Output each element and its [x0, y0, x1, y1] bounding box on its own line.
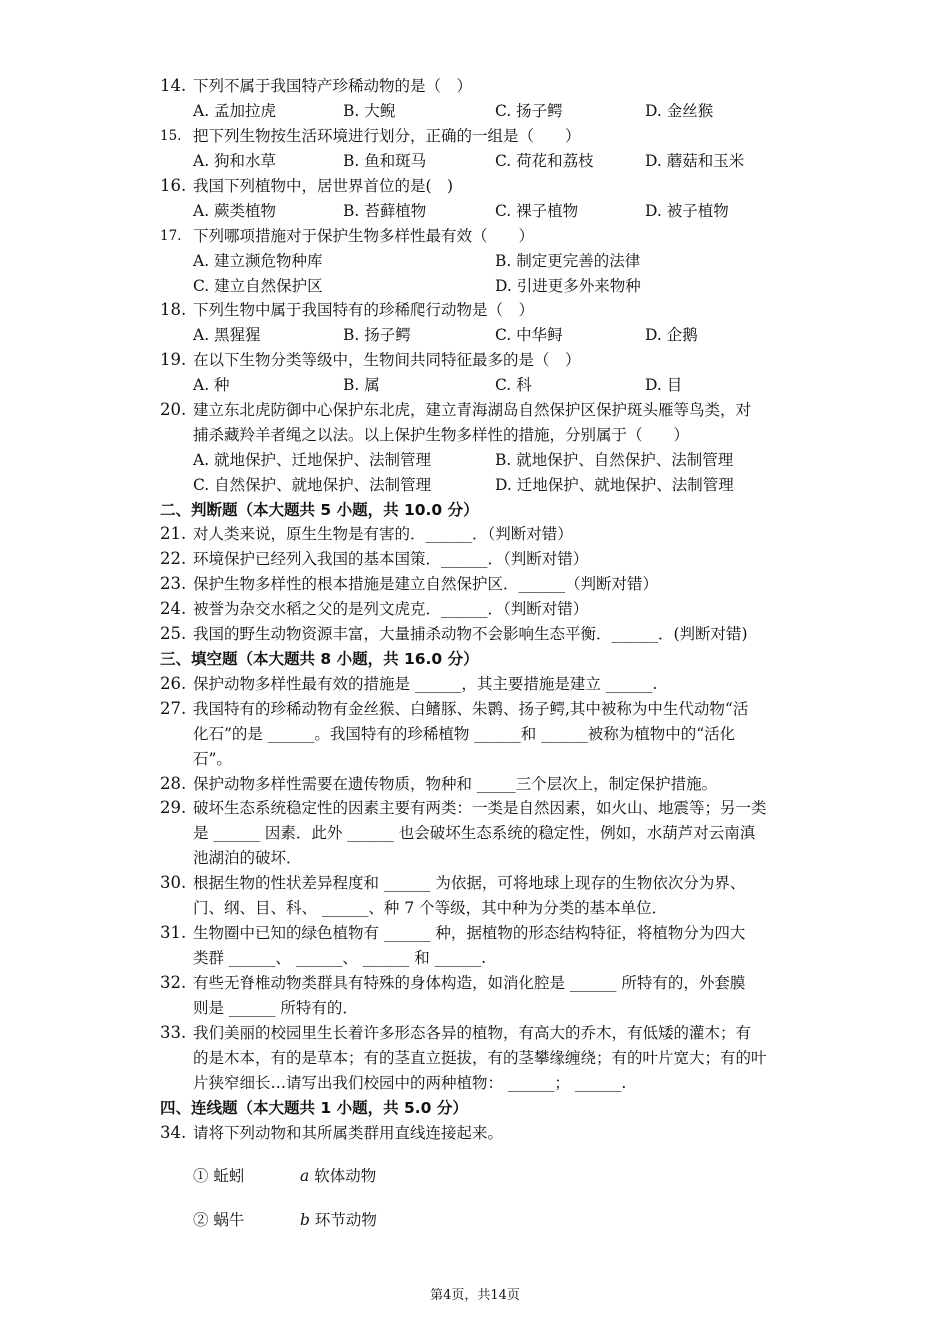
question-33-line2: 的是木本，有的是草本；有的茎直立挺拔，有的茎攀缘缠绕；有的叶片宽大；有的叶	[193, 1049, 767, 1067]
option-a: A. 就地保护、迁地保护、法制管理	[193, 451, 432, 469]
option-c: C. 科	[495, 376, 532, 394]
option-a: A. 建立濒危物种库	[193, 252, 323, 270]
question-29-line2: 是 ______ 因素．此外 ______ 也会破坏生态系统的稳定性，例如，水葫芦对云南滇	[193, 824, 756, 842]
link-right-label: 软体动物	[314, 1167, 377, 1185]
option-c: C. 自然保护、就地保护、法制管理	[193, 476, 432, 494]
question-text: 被誉为杂交水稻之父的是列文虎克．______．（判断对错）	[193, 600, 589, 618]
question-number: 31.	[160, 923, 187, 942]
link-right-letter: a	[300, 1167, 310, 1185]
question-number: 21.	[160, 524, 187, 543]
question-text: 保护动物多样性最有效的措施是 ______，其主要措施是建立 ______.	[193, 675, 658, 693]
option-a: A. 黑猩猩	[193, 326, 261, 344]
section-heading-link: 四、连线题（本大题共 1 小题，共 5.0 分）	[160, 1099, 468, 1117]
question-27-line3: 石”。	[193, 750, 232, 768]
option-c: C. 裸子植物	[495, 202, 579, 220]
question-number: 27.	[160, 699, 187, 718]
question-number: 30.	[160, 873, 187, 892]
section-heading-judge: 二、判断题（本大题共 5 小题，共 10.0 分）	[160, 501, 479, 519]
question-number: 20.	[160, 400, 187, 419]
option-a: A. 孟加拉虎	[193, 102, 277, 120]
question-text: 我们美丽的校园里生长着许多形态各异的植物，有高大的乔木，有低矮的灌木；有	[193, 1024, 752, 1042]
link-left-item: ② 蜗牛	[193, 1211, 245, 1229]
question-text: 下列不属于我国特产珍稀动物的是（ ）	[193, 77, 473, 95]
question-30-line2: 门、纲、目、科、 ______、种 7 个等级，其中种为分类的基本单位．	[193, 899, 668, 917]
question-text: 在以下生物分类等级中，生物间共同特征最多的是（ ）	[193, 351, 581, 369]
question-27-line2: 化石”的是 ______。我国特有的珍稀植物 ______和 ______被称为植物中的“活化	[193, 725, 736, 743]
link-left-item: ① 蚯蚓	[193, 1167, 245, 1185]
question-number: 28.	[160, 774, 187, 793]
question-text: 请将下列动物和其所属类群用直线连接起来。	[193, 1124, 504, 1142]
question-text: 有些无脊椎动物类群具有特殊的身体构造，如消化腔是 ______ 所特有的，外套膜	[193, 974, 746, 992]
option-b: B. 扬子鳄	[343, 326, 411, 344]
option-a: A. 狗和水草	[193, 152, 277, 170]
question-number: 19.	[160, 350, 187, 369]
page-footer: 第4页，共14页	[430, 1288, 520, 1303]
question-text: 保护动物多样性需要在遗传物质，物种和 _____三个层次上，制定保护措施。	[193, 775, 718, 793]
question-31-line2: 类群 ______、 ______、 ______ 和 ______.	[193, 949, 487, 967]
question-33-line3: 片狭窄细长…请写出我们校园中的两种植物： ______； ______.	[193, 1074, 627, 1092]
question-number: 24.	[160, 599, 187, 618]
option-b: B. 苔藓植物	[343, 202, 427, 220]
option-d: D. 迁地保护、就地保护、法制管理	[495, 476, 734, 494]
question-text: 环境保护已经列入我国的基本国策．______．（判断对错）	[193, 550, 589, 568]
question-number: 34.	[160, 1123, 187, 1142]
option-d: D. 企鹅	[645, 326, 698, 344]
option-c: C. 荷花和荔枝	[495, 152, 594, 170]
option-d: D. 蘑菇和玉米	[645, 152, 745, 170]
question-number: 18.	[160, 300, 187, 319]
option-c: C. 扬子鳄	[495, 102, 563, 120]
question-number: 15.	[160, 128, 182, 144]
link-right-item	[300, 1164, 376, 1189]
option-b: B. 大鲵	[343, 102, 396, 120]
link-right-label: 环节动物	[314, 1211, 377, 1229]
question-20-text-cont: 捕杀藏羚羊者绳之以法。以上保护生物多样性的措施，分别属于（ ）	[193, 426, 690, 444]
question-number: 25.	[160, 624, 187, 643]
option-b: B. 鱼和斑马	[343, 152, 427, 170]
question-text: 破坏生态系统稳定性的因素主要有两类：一类是自然因素，如火山、地震等；另一类	[193, 799, 767, 817]
option-a: A. 蕨类植物	[193, 202, 277, 220]
question-text: 生物圈中已知的绿色植物有 ______ 种，据植物的形态结构特征，将植物分为四大	[193, 924, 746, 942]
question-number: 22.	[160, 549, 187, 568]
question-number: 17.	[160, 228, 182, 244]
question-number: 16.	[160, 176, 187, 195]
question-text: 建立东北虎防御中心保护东北虎，建立青海湖岛自然保护区保护斑头雁等鸟类，对	[193, 401, 752, 419]
question-text: 我国的野生动物资源丰富，大量捕杀动物不会影响生态平衡．______．(判断对错)	[193, 625, 748, 643]
question-text: 下列生物中属于我国特有的珍稀爬行动物是（ ）	[193, 301, 535, 319]
section-heading-fill: 三、填空题（本大题共 8 小题，共 16.0 分）	[160, 650, 479, 668]
question-text: 根据生物的性状差异程度和 ______ 为依据，可将地球上现存的生物依次分为界、	[193, 874, 746, 892]
option-d: D. 被子植物	[645, 202, 729, 220]
link-right-letter: b	[300, 1211, 310, 1229]
option-b: B. 就地保护、自然保护、法制管理	[495, 451, 734, 469]
option-c: C. 中华鲟	[495, 326, 563, 344]
option-d: D. 金丝猴	[645, 102, 714, 120]
option-a: A. 种	[193, 376, 230, 394]
question-32-line2: 则是 ______ 所特有的．	[193, 999, 358, 1017]
option-d: D. 引进更多外来物种	[495, 277, 641, 295]
question-29-line3: 池湖泊的破坏．	[193, 849, 302, 867]
question-text: 把下列生物按生活环境进行划分，正确的一组是（ ）	[193, 127, 581, 145]
option-b: B. 制定更完善的法律	[495, 252, 641, 270]
question-number: 32.	[160, 973, 187, 992]
option-c: C. 建立自然保护区	[193, 277, 323, 295]
question-number: 26.	[160, 674, 187, 693]
question-number: 33.	[160, 1023, 187, 1042]
question-text: 下列哪项措施对于保护生物多样性最有效（ ）	[193, 227, 535, 245]
question-number: 14.	[160, 76, 187, 95]
question-text: 我国特有的珍稀动物有金丝猴、白鳍豚、朱鹮、扬子鳄,其中被称为中生代动物“活	[193, 700, 749, 718]
question-text: 保护生物多样性的根本措施是建立自然保护区．______（判断对错）	[193, 575, 659, 593]
question-number: 23.	[160, 574, 187, 593]
question-number: 29.	[160, 798, 187, 817]
question-text: 对人类来说，原生生物是有害的．______．（判断对错）	[193, 525, 573, 543]
option-d: D. 目	[645, 376, 683, 394]
link-right-item	[300, 1208, 377, 1233]
option-b: B. 属	[343, 376, 380, 394]
question-text: 我国下列植物中，居世界首位的是( )	[193, 177, 454, 195]
